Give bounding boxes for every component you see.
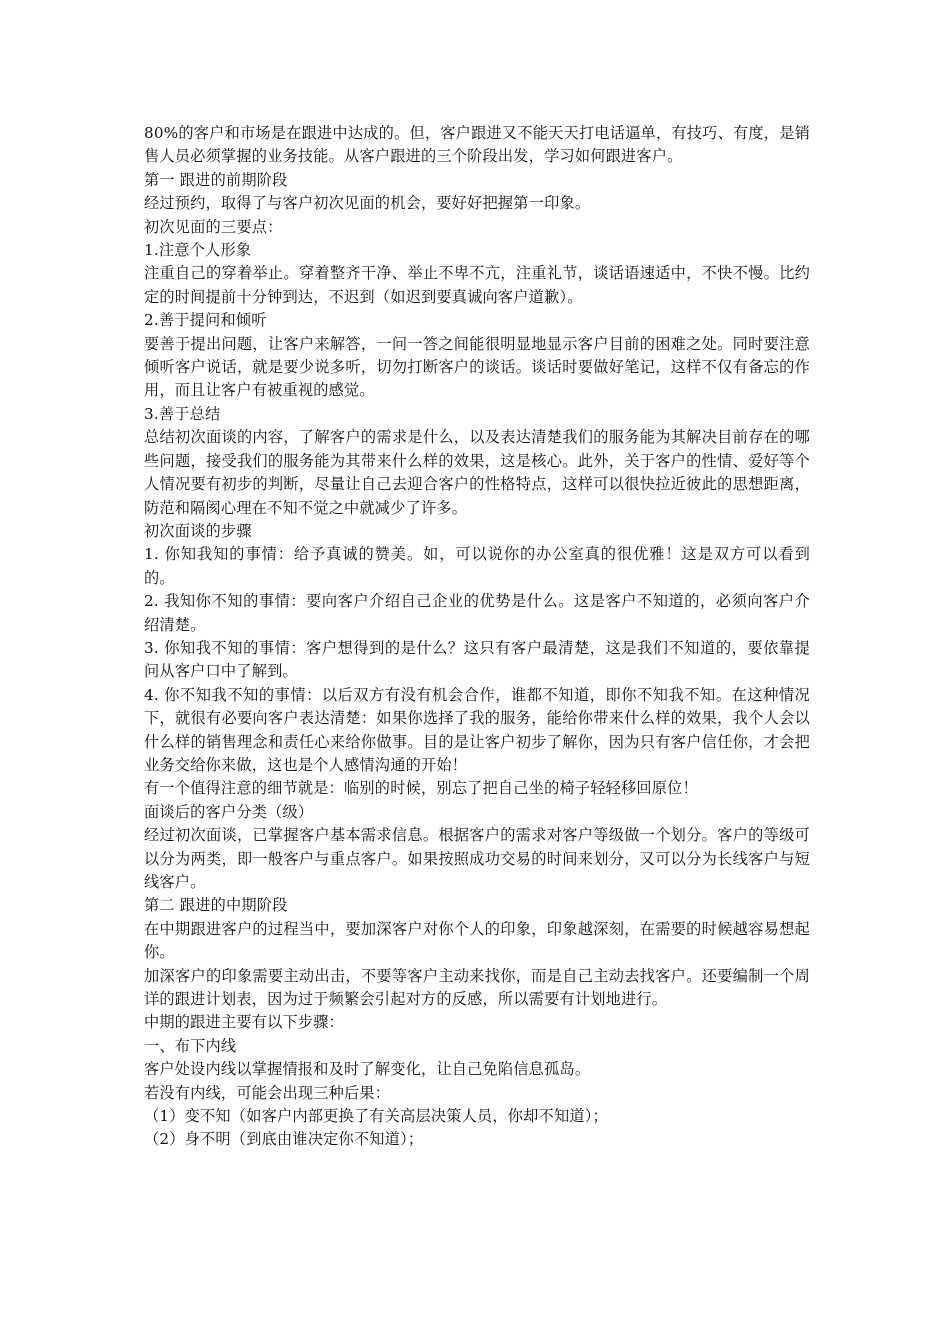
subheading-three-points: 初次见面的三要点： <box>144 217 283 236</box>
subheading-mid-stage-steps: 中期的跟进主要有以下步骤： <box>144 1013 345 1032</box>
paragraph: 总结初次面谈的内容，了解客户的需求是什么，以及表达清楚我们的服务能为其解决目前存在的哪些问题，接受我们的服务能为其带来什么样的效果，这是核心。此外，关于客户的性情、爱好等个人情况要有初步的判断，尽量让自己去迎合客户的性格特点，这样可以很快拉近彼此的思想距离，防范和隔阂心理在不知不觉之中就减少了许多。 <box>144 428 810 517</box>
document-page <box>144 122 810 1152</box>
section-heading-mid-stage: 第二 跟进的中期阶段 <box>144 896 288 915</box>
point-heading-image: 1.注意个人形象 <box>144 241 252 260</box>
list-item: （2）身不明（到底由谁决定你不知道）； <box>144 1130 424 1149</box>
paragraph: 若没有内线，可能会出现三种后果： <box>144 1083 391 1102</box>
paragraph: 客户处设内线以掌握情报和及时了解变化，让自己免陷信息孤岛。 <box>144 1060 591 1079</box>
subheading-first-meeting-steps: 初次面谈的步骤 <box>144 521 252 540</box>
paragraph: 注重自己的穿着举止。穿着整齐干净、举止不卑不亢，注重礼节，谈话语速适中，不快不慢。比约定的时间提前十分钟到达，不迟到（如迟到要真诚向客户道歉）。 <box>144 264 810 306</box>
paragraph: 要善于提出问题，让客户来解答，一问一答之间能很明显地显示客户目前的困难之处。同时要注意倾听客户说话，就是要少说多听，切勿打断客户的谈话。谈话时要做好笔记，这样不仅有备忘的作用，而且让客户有被重视的感觉。 <box>144 334 810 400</box>
point-heading-summarize: 3.善于总结 <box>144 404 221 423</box>
point-heading-ask-listen: 2.善于提问和倾听 <box>144 311 267 330</box>
paragraph: 加深客户的印象需要主动出击，不要等客户主动来找你，而是自己主动去找客户。还要编制一个周详的跟进计划表，因为过于频繁会引起对方的反感，所以需要有计划地进行。 <box>144 966 810 1009</box>
step-item: 2. 我知你不知的事情：要向客户介绍自己企业的优势是什么。这是客户不知道的，必须向客户介绍清楚。 <box>144 592 810 634</box>
paragraph: 有一个值得注意的细节就是：临别的时候，别忘了把自己坐的椅子轻轻移回原位！ <box>144 779 698 798</box>
list-item: （1）变不知（如客户内部更换了有关高层决策人员，你却不知道）； <box>144 1107 608 1126</box>
paragraph: 在中期跟进客户的过程当中，要加深客户对你个人的印象，印象越深刻，在需要的时候越容易想起你。 <box>144 919 810 962</box>
point-heading-insider: 一、布下内线 <box>144 1036 237 1055</box>
section-heading-early-stage: 第一 跟进的前期阶段 <box>144 170 288 189</box>
paragraph: 经过初次面谈，已掌握客户基本需求信息。根据客户的需求对客户等级做一个划分。客户的等级可以分为两类，即一般客户与重点客户。如果按照成功交易的时间来划分，又可以分为长线客户与短线客户。 <box>144 826 810 891</box>
intro-paragraph: 80%的客户和市场是在跟进中达成的。但，客户跟进又不能天天打电话逼单，有技巧、有度，是销售人员必须掌握的业务技能。从客户跟进的三个阶段出发，学习如何跟进客户。 <box>144 124 810 166</box>
paragraph: 经过预约，取得了与客户初次见面的机会，要好好把握第一印象。 <box>144 194 591 213</box>
step-item: 3. 你知我不知的事情：客户想得到的是什么？这只有客户最清楚，这是我们不知道的，要依靠提问从客户口中了解到。 <box>144 638 810 681</box>
step-item: 4. 你不知我不知的事情：以后双方有没有机会合作，谁都不知道，即你不知我不知。在这种情况下，就很有必要向客户表达清楚：如果你选择了我的服务，能给你带来什么样的效果，我个人会以什么样的销售理念和责任心来给你做事。目的是让客户初步了解你，因为只有客户信任你，才会把业务交给你来做，这也是个人感情沟通的开始！ <box>144 685 810 774</box>
step-item: 1. 你知我知的事情：给予真诚的赞美。如，可以说你的办公室真的很优雅！这是双方可以看到的。 <box>144 545 810 587</box>
subheading-client-classification: 面谈后的客户分类（级） <box>144 802 314 821</box>
